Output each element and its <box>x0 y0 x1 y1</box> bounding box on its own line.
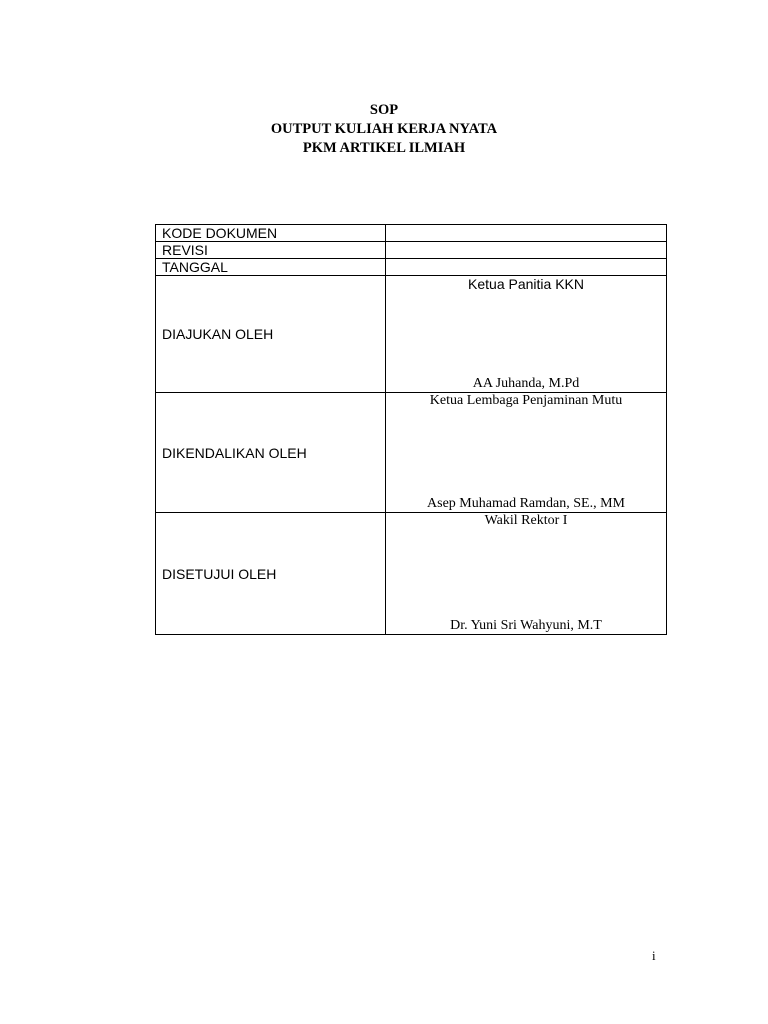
value-tanggal <box>386 259 667 276</box>
value-kode-dokumen <box>386 225 667 242</box>
name-dikendalikan: Asep Muhamad Ramdan, SE., MM <box>427 496 625 511</box>
page-number: i <box>652 948 656 963</box>
name-diajukan: AA Juhanda, M.Pd <box>472 376 580 391</box>
row-disetujui <box>156 513 667 635</box>
value-revisi <box>386 242 667 259</box>
row-dikendalikan <box>156 393 667 513</box>
label-disetujui: DISETUJUI OLEH <box>156 513 386 635</box>
row-revisi <box>156 242 667 259</box>
row-kode-dokumen <box>156 225 667 242</box>
role-diajukan: Ketua Panitia KKN <box>468 276 584 292</box>
document-control-table <box>155 224 667 635</box>
row-tanggal <box>156 259 667 276</box>
signature-cell-diajukan <box>386 276 667 393</box>
doc-title-sop: SOP <box>369 102 399 118</box>
label-diajukan: DIAJUKAN OLEH <box>156 276 386 393</box>
label-revisi: REVISI <box>156 242 386 259</box>
doc-title-pkm: PKM ARTIKEL ILMIAH <box>302 140 466 156</box>
name-disetujui: Dr. Yuni Sri Wahyuni, M.T <box>450 618 602 633</box>
row-diajukan <box>156 276 667 393</box>
role-disetujui: Wakil Rektor I <box>484 513 568 528</box>
doc-title-output: OUTPUT KULIAH KERJA NYATA <box>270 121 498 137</box>
role-dikendalikan: Ketua Lembaga Penjaminan Mutu <box>429 393 623 408</box>
label-dikendalikan: DIKENDALIKAN OLEH <box>156 393 386 513</box>
label-tanggal: TANGGAL <box>156 259 386 276</box>
signature-cell-disetujui <box>386 513 667 635</box>
label-kode-dokumen: KODE DOKUMEN <box>156 225 386 242</box>
signature-cell-dikendalikan <box>386 393 667 513</box>
